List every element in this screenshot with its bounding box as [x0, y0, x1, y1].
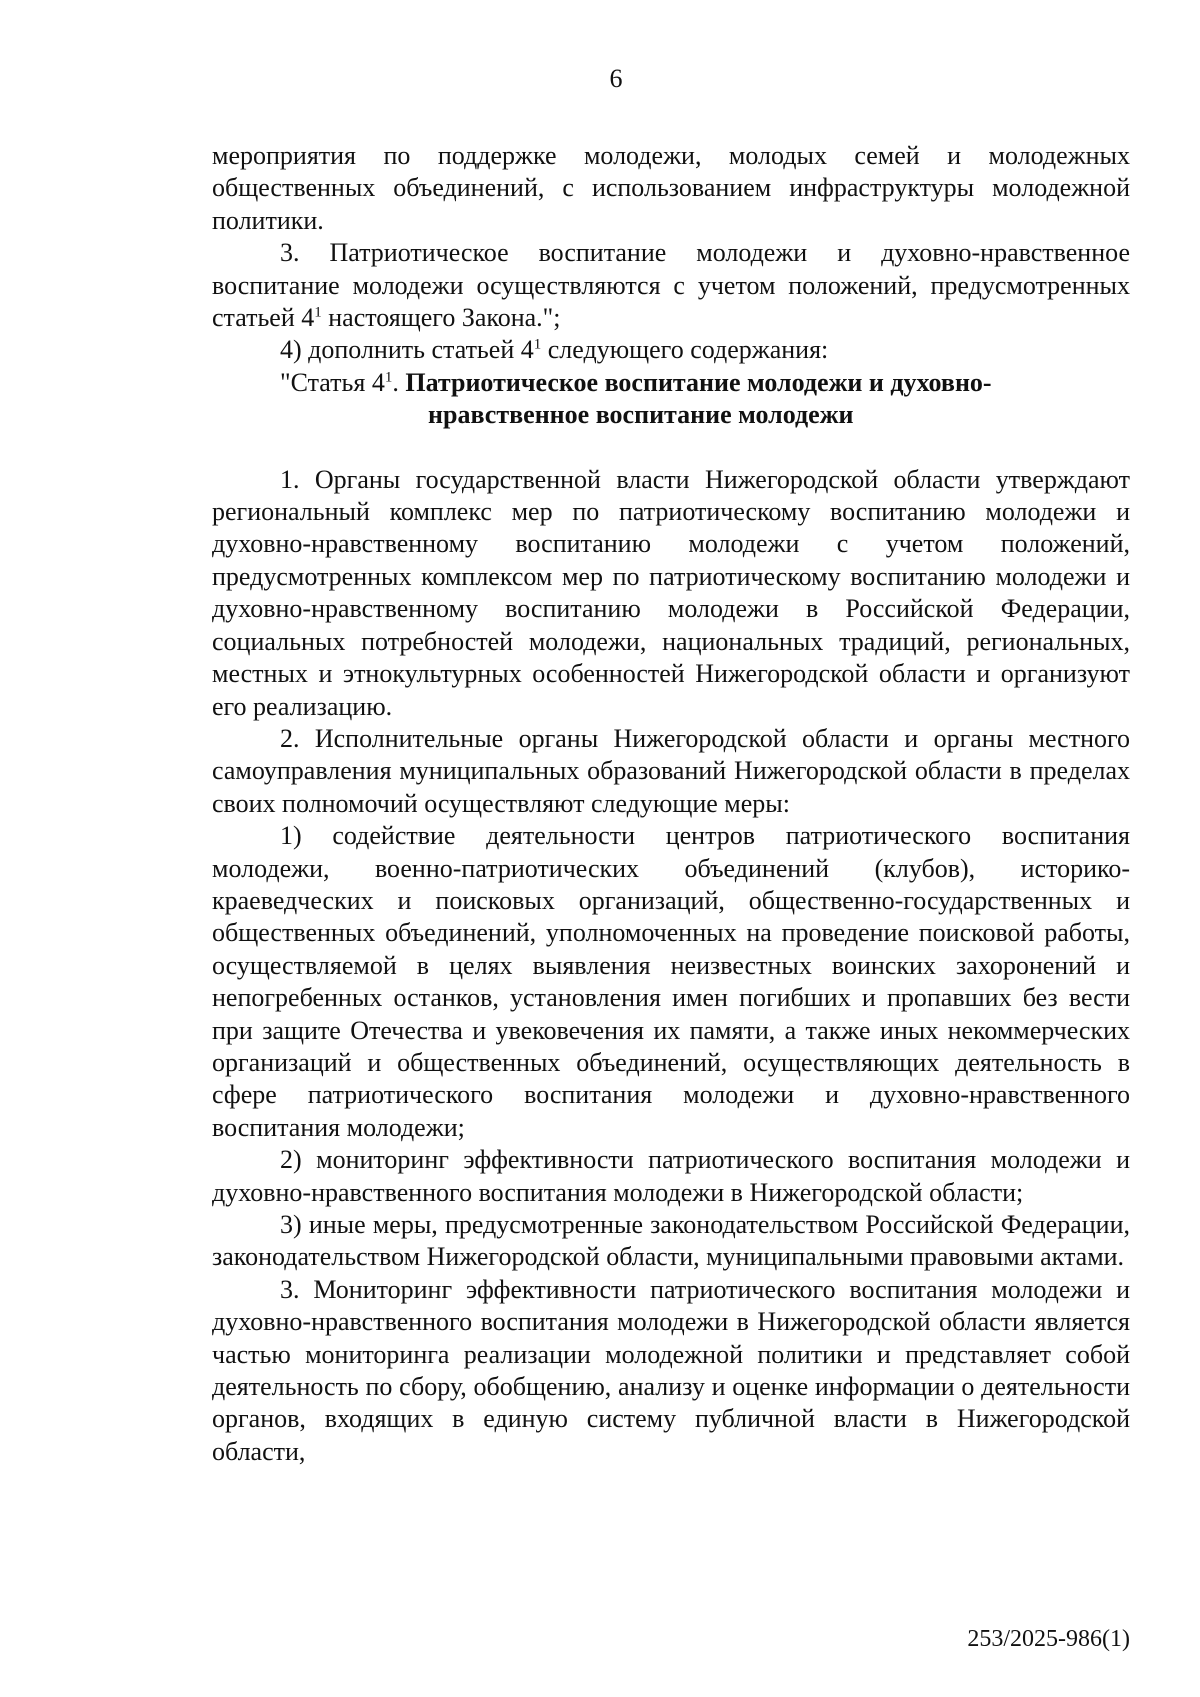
list-item-3: 3) иные меры, предусмотренные законодательством Российской Федерации, законодательством Нижегородской области, муниципальными правовыми актами.	[212, 1210, 1130, 1272]
paragraph-section-2: 2. Исполнительные органы Нижегородской области и органы местного самоуправления муниципальных образований Нижегородской области в пределах своих полномочий осуществляют следующие меры:	[212, 723, 1130, 818]
paragraph-section-1: 1. Органы государственной власти Нижегородской области утверждают региональный комплекс мер по патриотическому воспитанию молодежи и духовно-нравственному воспитанию молодежи с учетом положений, предусмотренных комплексом мер по патриотическому воспитанию молодежи и духовно-нравственному воспитанию молодежи в Российской Федерации, социальных потребностей молодежи, национальных традиций, региональных, местных и этнокультурных особенностей Нижегородской области и организуют его реализацию.	[212, 464, 1130, 721]
superscript: 1	[384, 369, 393, 386]
spacer	[212, 432, 1130, 464]
article-title-line2: нравственное воспитание молодежи	[428, 400, 854, 430]
article-number: "Статья 4	[280, 367, 385, 397]
list-item-2: 2) мониторинг эффективности патриотического воспитания молодежи и духовно-нравственного воспитания молодежи в Нижегородской области;	[212, 1145, 1130, 1207]
article-number-dot: .	[392, 367, 406, 397]
article-title-line1: Патриотическое воспитание молодежи и духовно-	[405, 367, 992, 397]
paragraph-text: настоящего Закона.";	[321, 303, 561, 333]
document-body	[212, 140, 1130, 1468]
list-item-1: 1) содействие деятельности центров патриотического воспитания молодежи, военно-патриотических объединений (клубов), историко-краеведческих и поисковых организаций, общественно-государственных и общественных объединений, уполномоченных на проведение поисковой работы, осуществляемой в целях выявления неизвестных воинских захоронений и непогребенных останков, установления имен погибших и пропавших без вести при защите Отечества и увековечения их памяти, а также иных некоммерческих организаций и общественных объединений, осуществляющих деятельность в сфере патриотического воспитания молодежи и духовно-нравственного воспитания молодежи;	[212, 821, 1130, 1142]
superscript: 1	[314, 304, 322, 321]
paragraph-item-3-patriotic	[212, 237, 1130, 334]
paragraph-amendment-4	[212, 334, 1130, 366]
superscript: 1	[533, 336, 542, 353]
paragraph-section-3: 3. Мониторинг эффективности патриотического воспитания молодежи и духовно-нравственного воспитания молодежи в Нижегородской области является частью мониторинга реализации молодежной политики и представляет собой деятельность по сбору, обобщению, анализу и оценке информации о деятельности органов, входящих в единую систему публичной власти в Нижегородской области,	[212, 1274, 1130, 1466]
article-heading	[212, 367, 1130, 432]
paragraph-text: следующего содержания:	[541, 335, 829, 365]
paragraph-text: 3. Патриотическое воспитание молодежи и духовно-нравственное воспитание молодежи осуществляются с учетом положений, предусмотренных статьей 4	[212, 238, 1130, 333]
document-code: 253/2025-986(1)	[967, 1626, 1130, 1652]
page-number: 6	[609, 64, 623, 93]
paragraph-continuation: мероприятия по поддержке молодежи, молодых семей и молодежных общественных объединений, с использованием инфраструктуры молодежной политики.	[212, 141, 1130, 235]
paragraph-text: 4) дополнить статьей 4	[280, 335, 534, 365]
